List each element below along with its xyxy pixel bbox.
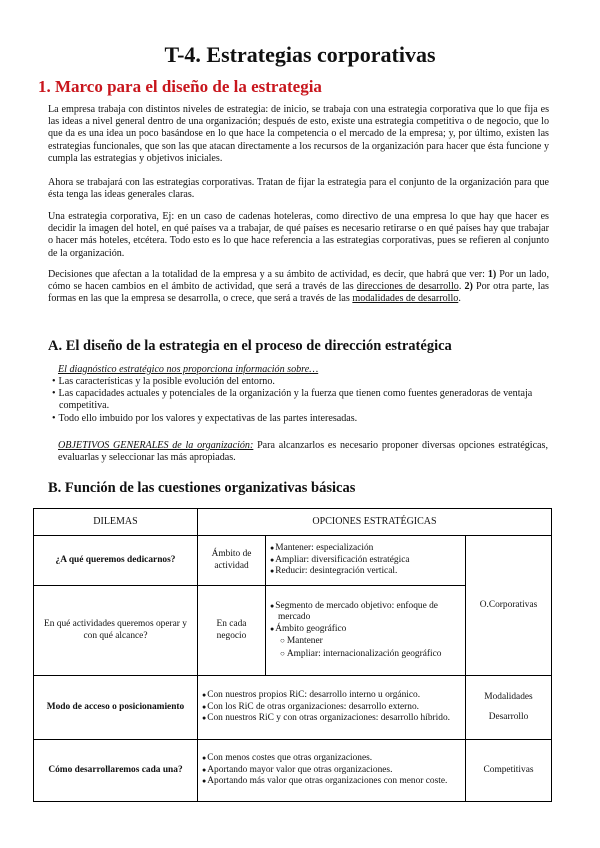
list-item: ● Con nuestros propios RiC: desarrollo interno u orgánico. [202,690,461,701]
list-item: ● Reducir: desintegración vertical. [270,566,461,577]
row3-question: Modo de acceso o posicionamiento [34,676,198,740]
row2-options [266,586,466,676]
list-item: ● Con nuestros RiC y con otras organizaciones: desarrollo híbrido. [202,713,461,724]
document-title: T-4. Estrategias corporativas [164,42,436,67]
list-item: ● Ampliar: diversificación estratégica [270,555,461,566]
section-heading-marco: 1. Marco para el diseño de la estrategia [38,77,322,96]
row1-ambito: Ámbito de actividad [198,536,266,586]
table-row [34,740,552,802]
diagnostico-bullet-list [52,376,548,425]
p4-number-1: 1) [487,269,497,280]
row4-options [198,740,466,802]
list-item: ● Segmento de mercado objetivo: enfoque de mercado [270,601,461,624]
p4-text-d: Por otra parte, las formas en las que la empresa se desarrolla, o crece, que será a través de las [48,281,549,305]
result-modalidades-line2: Desarrollo [488,711,529,722]
row4-question: Cómo desarrollaremos cada una? [34,740,198,802]
p4-text-c: . [458,281,465,293]
list-item: ● Con los RiC de otras organizaciones: desarrollo externo. [202,702,461,713]
objetivos-paragraph [58,440,548,464]
direcciones-desarrollo-term: direcciones de desarrollo [356,281,459,293]
intro-paragraph-2: Ahora se trabajará con las estrategias corporativas. Tratan de fijar la estrategia para el conjunto de la organización para que ésta tenga las ideas generales claras. [48,177,549,201]
dilemas-table [33,508,552,802]
table-header-row [34,509,552,536]
result-competitivas: Competitivas [466,740,552,802]
list-item: • Todo ello imbuido por los valores y expectativas de las partes interesadas. [52,413,548,425]
list-item: ○ Mantener [270,635,461,647]
list-item: ● Aportando mayor valor que otras organizaciones. [202,765,461,776]
row2-ambito: En cada negocio [198,586,266,676]
row2-question: En qué actividades queremos operar y con qué alcance? [34,586,198,676]
modalidades-desarrollo-term: modalidades de desarrollo [352,293,459,305]
p4-text-a: Decisiones que afectan a la totalidad de la empresa y a su ámbito de actividad, es decir, que habrá que ver: [48,269,488,280]
list-item: ● Mantener: especialización [270,543,461,554]
result-modalidades [466,676,552,740]
intro-paragraph-3: Una estrategia corporativa, Ej: en un caso de cadenas hoteleras, como directivo de una empresa lo que hay que hacer es decidir la imagen del hotel, en qué países va a trabajar, de qué países es necesario retirarse o en qué países hay que trabajar o hacer más hoteles, etcétera. Todo esto es lo que hace referencia a las estrategias corporativas, pues se refieren al conjunto de la organización. [48,211,549,259]
table-row [34,536,552,586]
result-modalidades-line1: Modalidades [484,692,533,703]
p4-number-2: 2) [464,281,473,293]
objetivos-text: Para alcanzarlos es necesario proponer diversas opciones estratégicas, evaluarlas y seleccionar las más apropiadas. [58,440,548,464]
list-item: • Las capacidades actuales y potenciales de la organización y la fuerza que tienen como fuentes generadoras de ventaja competitiva. [52,388,548,412]
list-item: ● Con menos costes que otras organizaciones. [202,753,461,764]
objetivos-label: OBJETIVOS GENERALES de la organización: [58,440,254,451]
list-item: ○ Ampliar: internacionalización geográfico [270,648,461,660]
list-item: ● Ámbito geográfico [270,624,461,635]
intro-paragraph-4 [48,269,549,306]
row1-options [266,536,466,586]
p4-text-b: Por un lado, cómo se hacen cambios en el ámbito de actividad, que será a través de las [48,269,550,293]
list-item: ● Aportando más valor que otras organizaciones con menor coste. [202,776,461,787]
header-dilemas: DILEMAS [34,509,198,536]
section-heading-a: A. El diseño de la estrategia en el proceso de dirección estratégica [48,338,452,354]
diagnostico-subtitle: El diagnóstico estratégico nos proporciona información sobre… [58,364,319,375]
p4-text-e: . [458,293,461,305]
result-corporativas: O.Corporativas [466,536,552,676]
intro-paragraph-1: La empresa trabaja con distintos niveles de estrategia: de inicio, se trabaja con una estrategia corporativa que lo que fija es las ideas a nivel general dentro de una organización; después de esto, existe una estrategia competitiva o de negocio, que lo que da es una idea un poco basándose en lo que hace la competencia o el mercado de la empresa; y, por último, existen las estrategias funcionales, que son las que atacan directamente a los recursos de la organización para hacer que ésta funcione y cumpla las estrategias y objetivos iniciales. [48,104,549,164]
header-opciones: OPCIONES ESTRATÉGICAS [198,509,552,536]
table-row [34,676,552,740]
row1-question: ¿A qué queremos dedicarnos? [34,536,198,586]
list-item: • Las características y la posible evolución del entorno. [52,376,548,388]
row3-options [198,676,466,740]
section-heading-b: B. Función de las cuestiones organizativas básicas [48,480,356,496]
